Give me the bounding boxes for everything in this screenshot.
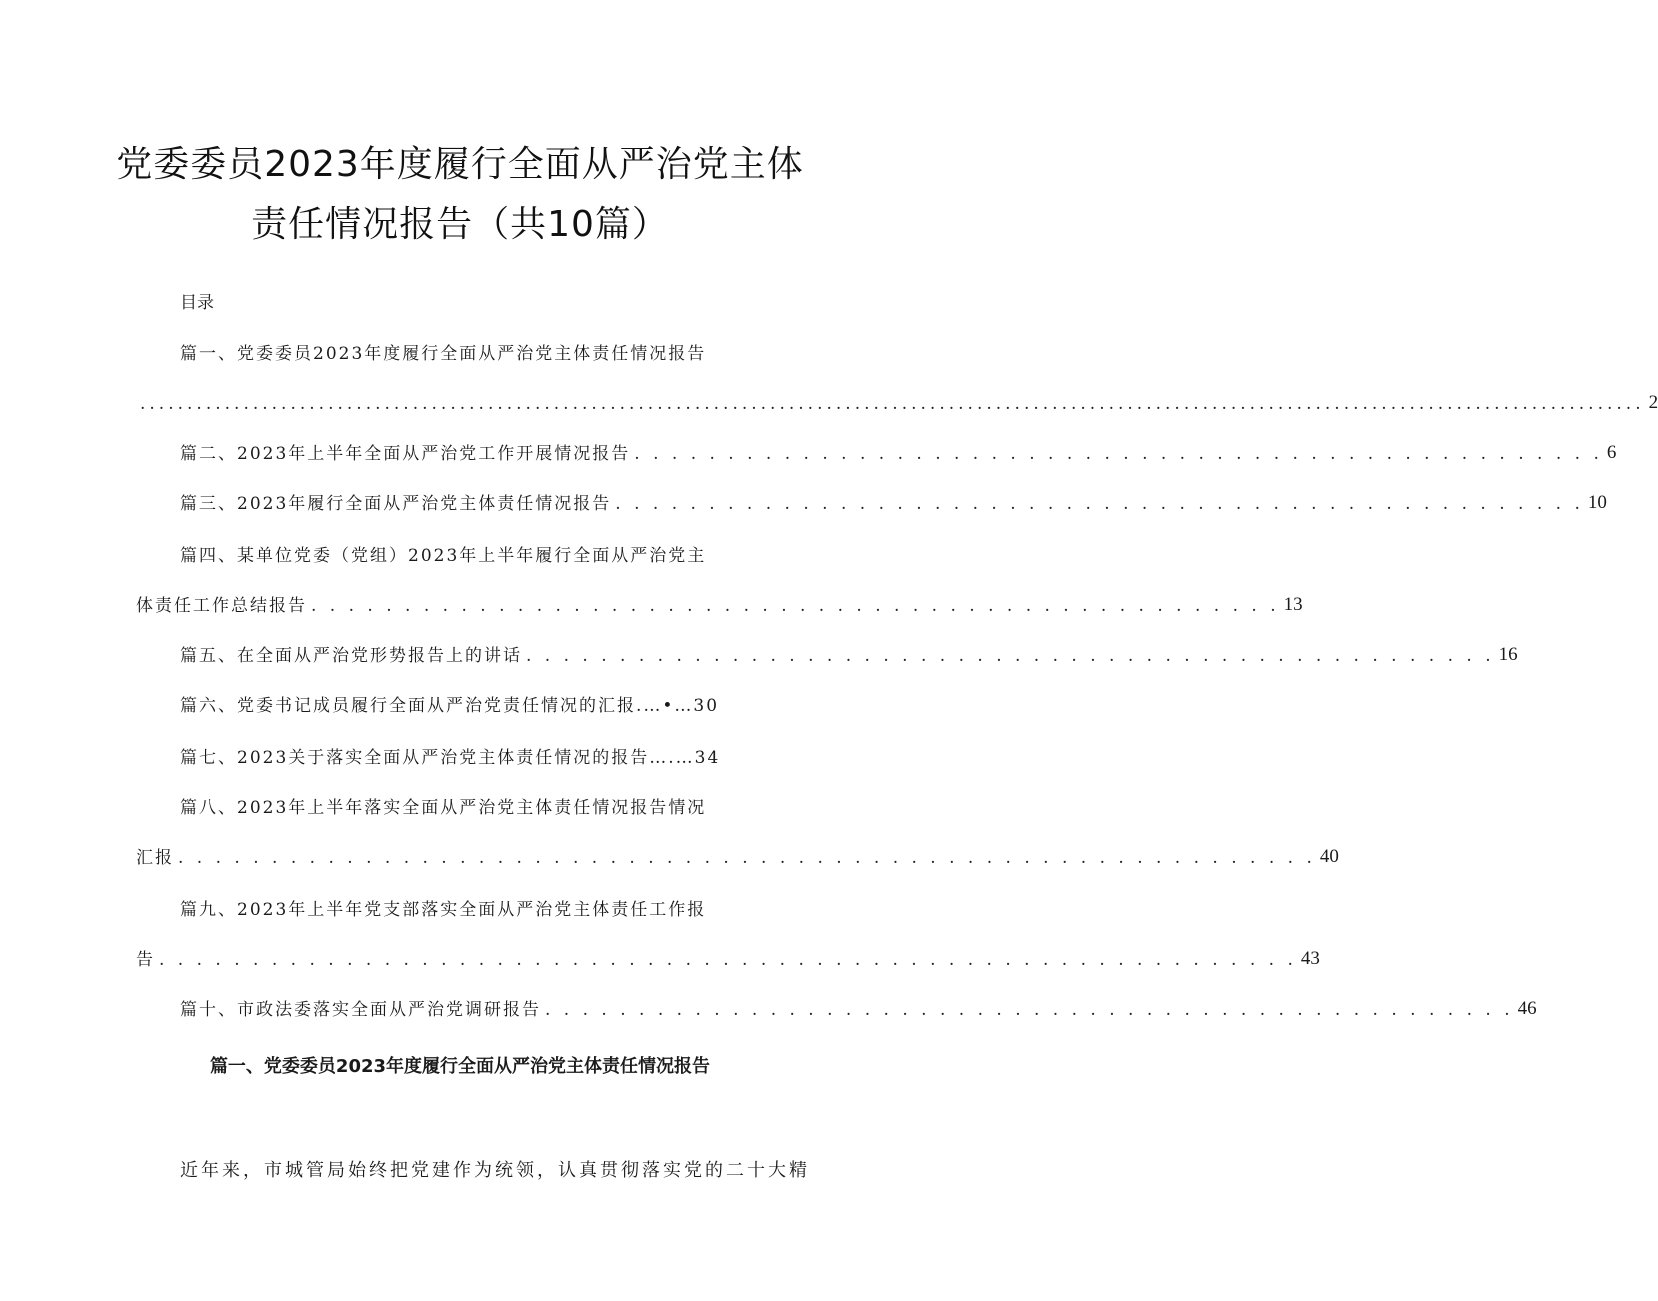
toc-page-number: 46 (1517, 998, 1537, 1019)
toc-entry-2[interactable] (180, 436, 1617, 464)
toc-page-number: 16 (1498, 644, 1518, 665)
toc-entry-6[interactable] (180, 688, 774, 716)
toc-entry-label: 篇五、在全面从严治党形势报告上的讲话 (180, 646, 522, 666)
toc-entry-label: 篇一、党委委员2023年度履行全面从严治党主体责任情况报告 (180, 344, 707, 364)
section-title: 篇一、党委委员2023年度履行全面从严治党主体责任情况报告 (209, 1056, 711, 1077)
toc-entry-label: 篇三、2023年履行全面从严治党主体责任情况报告 (180, 494, 612, 514)
document-title-line-1: 党委委员2023年度履行全面从严治党主体 (116, 144, 804, 185)
toc-page-number: 6 (1606, 442, 1617, 463)
toc-leader-dots: . . . . . . . . . . . . . . . . . . . . . . . . . . . . . . . . . . . . . . . . . . . . . . . . . . . . . . . . . . . . . (178, 848, 1316, 868)
toc-entry-8[interactable] (180, 790, 774, 818)
toc-leader-dots: . . . . . . . . . . . . . . . . . . . . . . . . . . . . . . . . . . . . . . . . . . . . . . . . . . . . (615, 494, 1584, 514)
toc-leader-dots: . . . . . . . . . . . . . . . . . . . . . . . . . . . . . . . . . . . . . . . . . . . . . . . . . . . . (545, 1000, 1514, 1020)
toc-entry-label: 篇二、2023年上半年全面从严治党工作开展情况报告 (180, 444, 631, 464)
toc-leader-dots: . . . . . . . . . . . . . . . . . . . . . . . . . . . . . . . . . . . . . . . . . . . . . . . . . . . . (526, 646, 1495, 666)
toc-leader-dots: ................................................................................................................................................................ (140, 394, 1645, 414)
toc-entry-8-leader[interactable] (136, 840, 1339, 868)
toc-page-number: 40 (1319, 846, 1339, 867)
toc-entry-label: 篇八、2023年上半年落实全面从严治党主体责任情况报告情况 (180, 798, 707, 818)
toc-entry-9[interactable] (180, 892, 774, 920)
toc-entry-1-leader[interactable] (136, 386, 1658, 414)
toc-entry-3[interactable] (180, 486, 1607, 514)
toc-entry-label: 篇四、某单位党委（党组）2023年上半年履行全面从严治党主 (180, 546, 707, 566)
toc-entry-label: 告 (136, 950, 155, 970)
toc-entry-7[interactable] (180, 740, 774, 768)
toc-page-number: 10 (1587, 492, 1607, 513)
toc-entry-10[interactable] (180, 992, 1537, 1020)
toc-page-number: 13 (1283, 594, 1303, 615)
toc-entry-label: 篇七、2023关于落实全面从严治党主体责任情况的报告….…34 (180, 748, 721, 768)
toc-page-number: 43 (1300, 948, 1320, 969)
toc-entry-1[interactable] (180, 336, 774, 364)
toc-entry-5[interactable] (180, 638, 1518, 666)
toc-page-number: 2 (1648, 392, 1658, 413)
toc-entry-4-leader[interactable] (136, 588, 1303, 616)
toc-entry-4[interactable] (180, 538, 774, 566)
toc-entry-label: 篇六、党委书记成员履行全面从严治党责任情况的汇报.…•…30 (180, 696, 720, 716)
toc-entry-label: 篇十、市政法委落实全面从严治党调研报告 (180, 1000, 541, 1020)
toc-leader-dots: . . . . . . . . . . . . . . . . . . . . . . . . . . . . . . . . . . . . . . . . . . . . . . . . . . . . . . . . . . . . . (159, 950, 1297, 970)
toc-entry-label: 篇九、2023年上半年党支部落实全面从严治党主体责任工作报 (180, 900, 707, 920)
toc-leader-dots: . . . . . . . . . . . . . . . . . . . . . . . . . . . . . . . . . . . . . . . . . . . . . . . . . . . . (634, 444, 1603, 464)
toc-leader-dots: . . . . . . . . . . . . . . . . . . . . . . . . . . . . . . . . . . . . . . . . . . . . . . . . . . . . (311, 596, 1280, 616)
toc-entry-label: 体责任工作总结报告 (136, 596, 307, 616)
body-paragraph: 近年来，市城管局始终把党建作为统领，认真贯彻落实党的二十大精 (180, 1160, 810, 1181)
document-title-line-2: 责任情况报告（共10篇） (251, 204, 669, 245)
toc-heading: 目录 (180, 293, 214, 313)
toc-entry-label: 汇报 (136, 848, 174, 868)
toc-entry-9-leader[interactable] (136, 942, 1320, 970)
